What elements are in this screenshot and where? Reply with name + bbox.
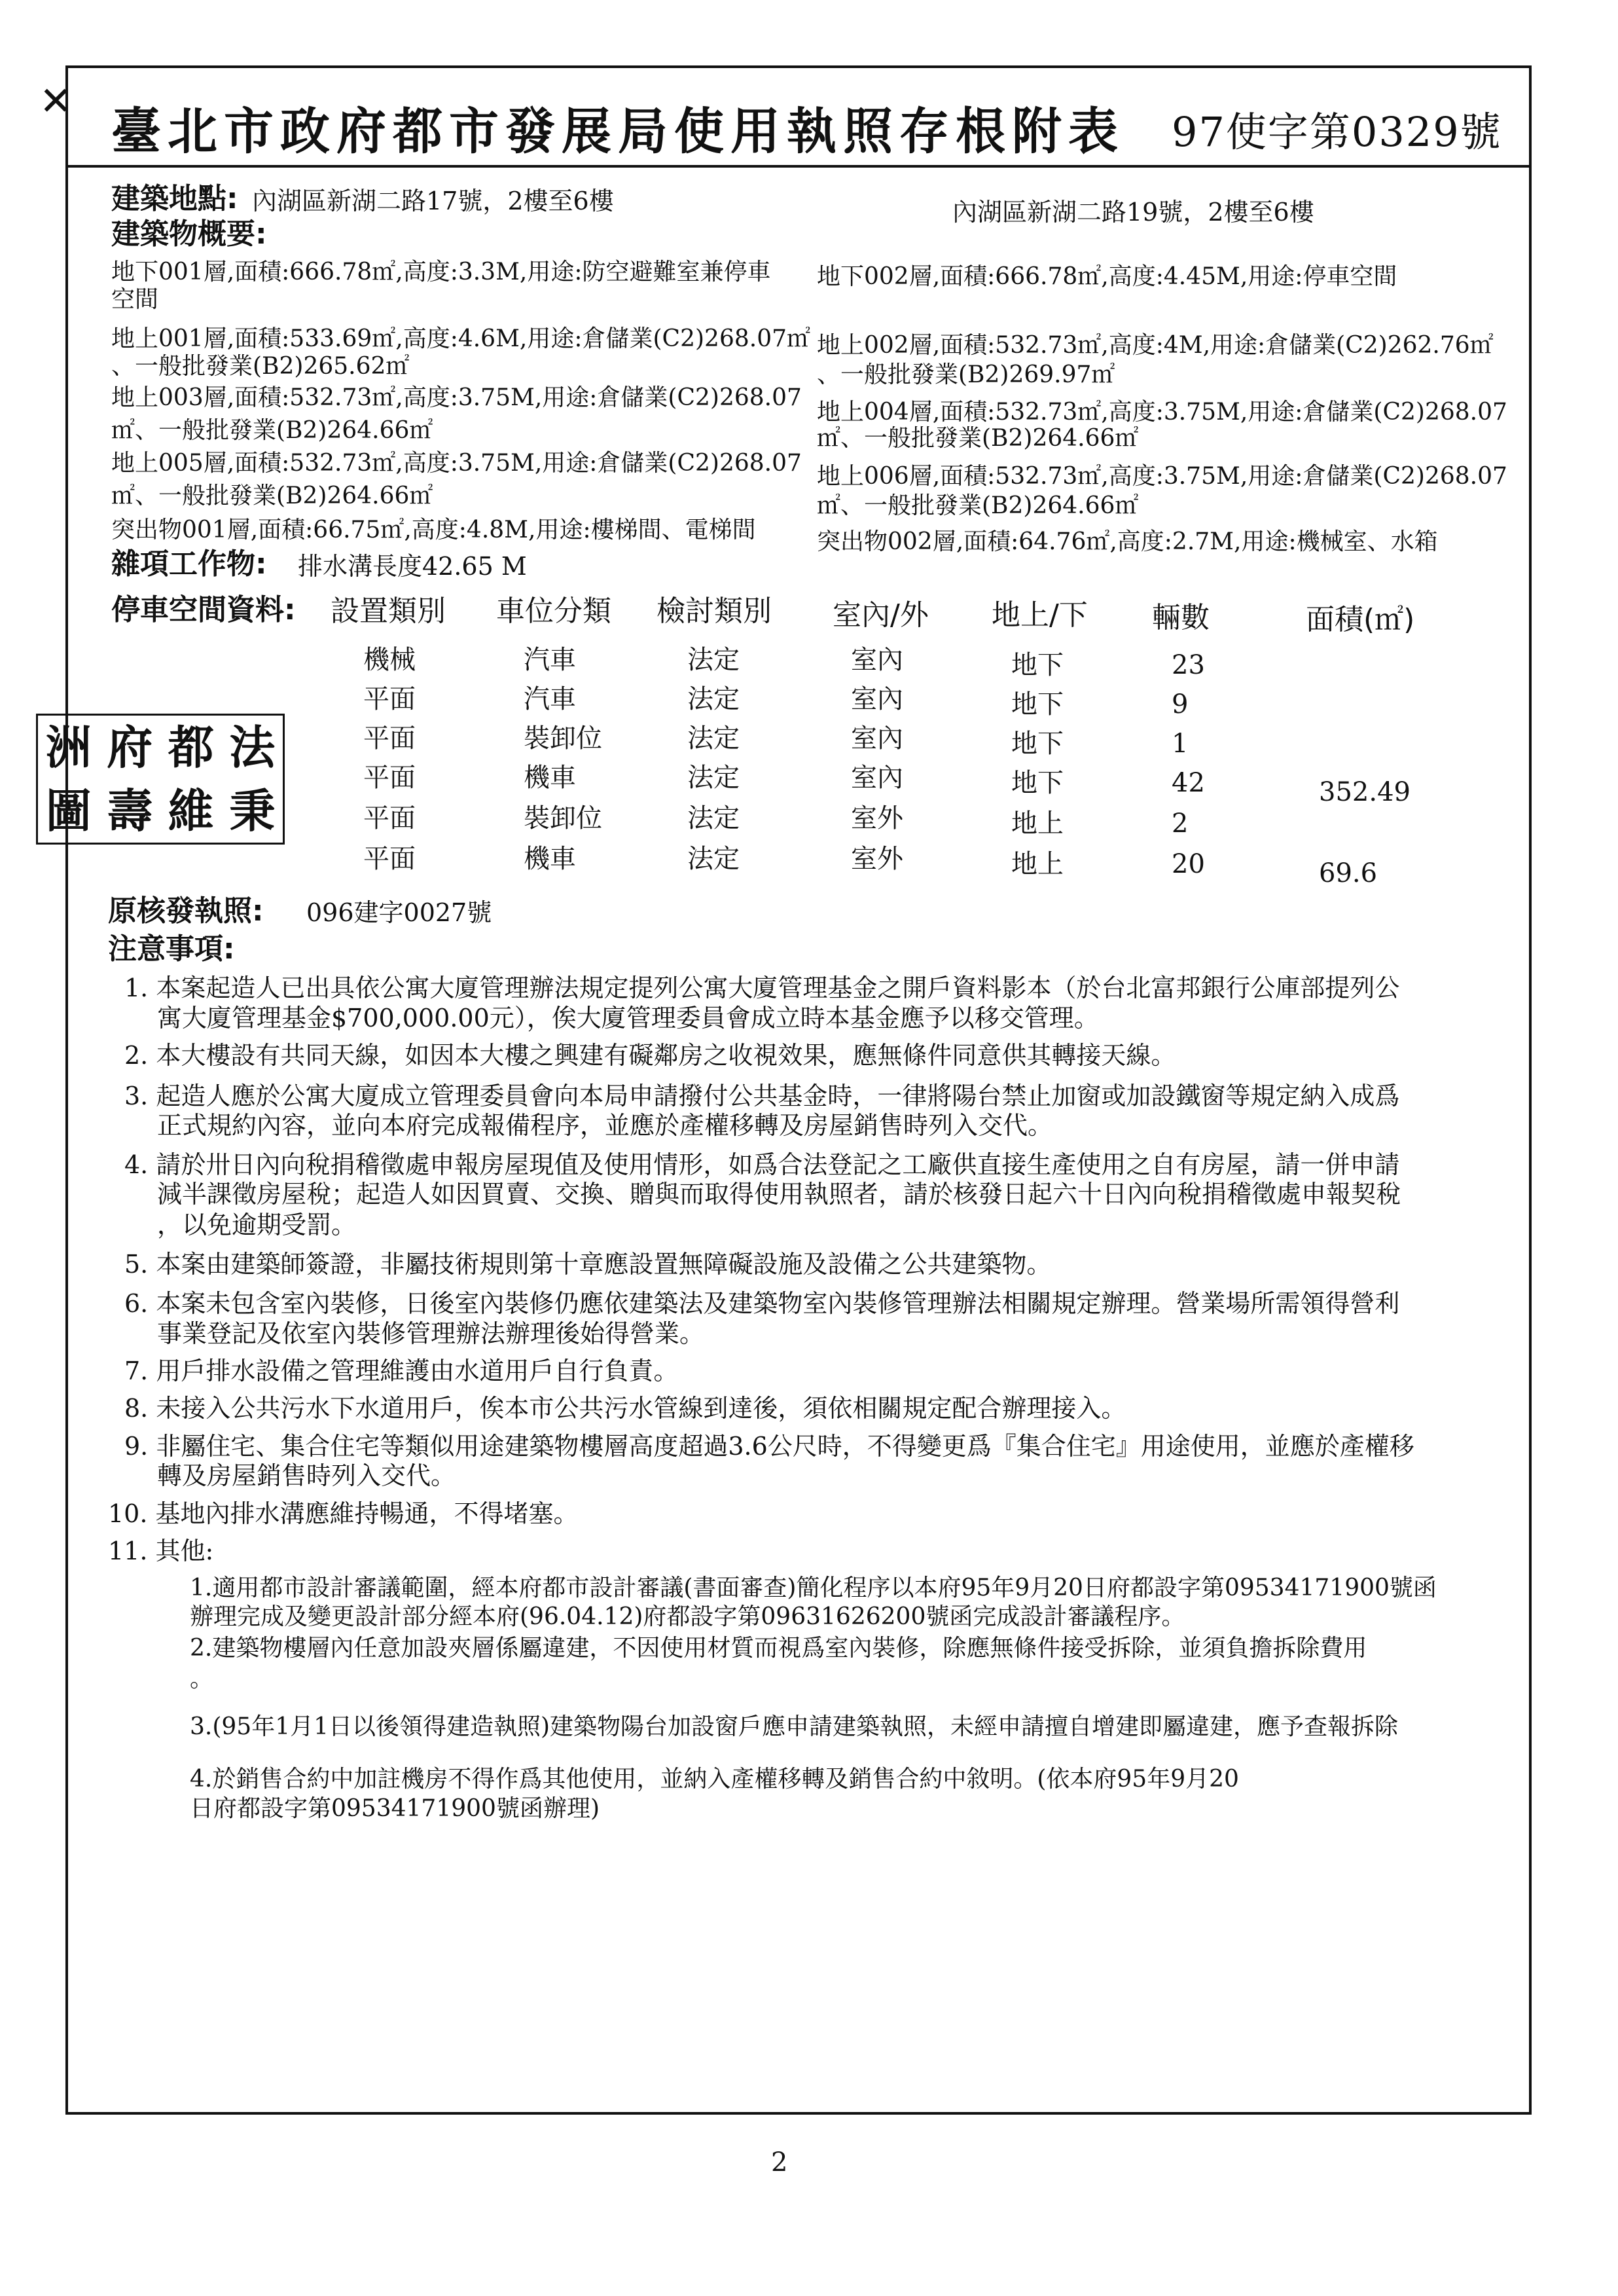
note-line: 日府都設字第09534171900號函辦理) xyxy=(190,1795,600,1822)
parking-cell: 平面 xyxy=(363,803,416,833)
original-permit-label: 原核發執照: xyxy=(108,894,264,928)
note-line: 正式規約內容，並向本府完成報備程序，並應於產權移轉及房屋銷售時列入交代。 xyxy=(157,1111,1053,1140)
parking-cell: 室內 xyxy=(851,684,903,714)
page-number: 2 xyxy=(771,2147,788,2178)
parking-header: 地上/下 xyxy=(992,598,1088,632)
parking-header: 輛數 xyxy=(1152,601,1210,634)
parking-cell: 平面 xyxy=(363,844,416,874)
overview-line: ㎡、一般批發業(B2)264.66㎡ xyxy=(111,417,433,444)
parking-cell: 汽車 xyxy=(524,645,576,675)
parking-cell: 地下 xyxy=(1011,768,1064,798)
parking-cell: 裝卸位 xyxy=(524,803,602,833)
note-line: 6. 本案未包含室內裝修，日後室內裝修仍應依建築法及建築物室內裝修管理辦法相關規定辦理。營業場所需領得營利 xyxy=(124,1289,1400,1318)
location-label: 建築地點: xyxy=(111,182,238,215)
official-seal-stamp: 洲 府 都 法 圖 壽 維 秉 xyxy=(36,714,285,845)
parking-cell: 2 xyxy=(1172,809,1189,839)
parking-header: 面積(㎡) xyxy=(1306,603,1415,636)
overview-line: 地上003層,面積:532.73㎡,高度:3.75M,用途:倉儲業(C2)268.07 xyxy=(111,384,802,411)
overview-line: 、一般批發業(B2)265.62㎡ xyxy=(111,353,410,380)
parking-header: 室內/外 xyxy=(833,598,929,632)
note-line: 2.建築物樓層內任意加設夾層係屬違建，不因使用材質而視爲室內裝修，除應無條件接受拆除，並須負擔拆除費用 xyxy=(190,1635,1367,1662)
parking-cell: 室內 xyxy=(851,763,903,793)
parking-cell: 352.49 xyxy=(1319,777,1411,807)
parking-cell: 地下 xyxy=(1011,689,1064,720)
overview-right-line: 地下002層,面積:666.78㎡,高度:4.45M,用途:停車空間 xyxy=(817,263,1397,290)
overview-right-line: 地上002層,面積:532.73㎡,高度:4M,用途:倉儲業(C2)262.76㎡ xyxy=(817,332,1494,359)
parking-cell: 法定 xyxy=(687,645,740,675)
original-permit-value: 096建字0027號 xyxy=(306,898,492,927)
note-line: 5. 本案由建築師簽證，非屬技術規則第十章應設置無障礙設施及設備之公共建築物。 xyxy=(124,1250,1052,1279)
page-title: 臺北市政府都市發展局使用執照存根附表 xyxy=(111,102,1124,160)
parking-cell: 法定 xyxy=(687,844,740,874)
parking-cell: 地上 xyxy=(1011,809,1064,839)
parking-cell: 9 xyxy=(1172,689,1189,720)
parking-label: 停車空間資料: xyxy=(111,593,296,627)
overview-right-line: 突出物002層,面積:64.76㎡,高度:2.7M,用途:機械室、水箱 xyxy=(817,528,1438,555)
overview-right-line: ㎡、一般批發業(B2)264.66㎡ xyxy=(817,425,1139,452)
parking-cell: 室內 xyxy=(851,723,903,754)
scan-mark-icon: ✕ xyxy=(39,79,73,124)
note-line: 2. 本大樓設有共同天線，如因本大樓之興建有礙鄰房之收視效果，應無條件同意供其轉接天線。 xyxy=(124,1041,1176,1070)
note-line: 11. 其他: xyxy=(108,1537,214,1565)
misc-value: 排水溝長度42.65 M xyxy=(298,552,527,581)
misc-label: 雜項工作物: xyxy=(111,547,267,581)
overview-line: 突出物001層,面積:66.75㎡,高度:4.8M,用途:樓梯間、電梯間 xyxy=(111,517,756,543)
note-line: 1. 本案起造人已出具依公寓大廈管理辦法規定提列公寓大廈管理基金之開戶資料影本（於台北富邦銀行公庫部提列公 xyxy=(124,974,1400,1002)
parking-cell: 平面 xyxy=(363,684,416,714)
note-line: 3. 起造人應於公寓大廈成立管理委員會向本局申請撥付公共基金時，一律將陽台禁止加窗或加設鐵窗等規定納入成爲 xyxy=(124,1082,1400,1110)
note-line: 3.(95年1月1日以後領得建造執照)建築物陽台加設窗戶應申請建築執照，未經申請擅自增建即屬違建，應予查報拆除 xyxy=(190,1713,1399,1740)
overview-right-line: 地上006層,面積:532.73㎡,高度:3.75M,用途:倉儲業(C2)268.07 xyxy=(817,463,1507,490)
parking-cell: 室內 xyxy=(851,645,903,675)
parking-cell: 法定 xyxy=(687,723,740,754)
parking-cell: 平面 xyxy=(363,763,416,793)
header-divider xyxy=(65,165,1532,168)
parking-cell: 地下 xyxy=(1011,729,1064,759)
overview-right-line: 地上004層,面積:532.73㎡,高度:3.75M,用途:倉儲業(C2)268.07 xyxy=(817,399,1507,426)
parking-header: 檢討類別 xyxy=(656,594,772,628)
parking-cell: 機械 xyxy=(363,645,416,675)
overview-right-line: 、一般批發業(B2)269.97㎡ xyxy=(817,361,1115,388)
parking-cell: 地上 xyxy=(1011,849,1064,879)
parking-cell: 平面 xyxy=(363,723,416,754)
note-line: 10. 基地內排水溝應維持暢通，不得堵塞。 xyxy=(108,1499,579,1528)
note-line: 寓大廈管理基金$700,000.00元），俟大廈管理委員會成立時本基金應予以移交管理。 xyxy=(157,1004,1099,1032)
parking-cell: 法定 xyxy=(687,803,740,833)
parking-header: 車位分類 xyxy=(496,594,611,628)
note-line: 事業登記及依室內裝修管理辦法辦理後始得營業。 xyxy=(157,1319,705,1348)
parking-cell: 法定 xyxy=(687,684,740,714)
note-line: 減半課徵房屋稅；起造人如因買賣、交換、贈與而取得使用執照者，請於核發日起六十日內向稅捐稽徵處申報契稅 xyxy=(157,1180,1401,1209)
note-line: 8. 未接入公共污水下水道用戶，俟本市公共污水管線到達後，須依相關規定配合辦理接入。 xyxy=(124,1394,1126,1423)
overview-line: ㎡、一般批發業(B2)264.66㎡ xyxy=(111,483,433,509)
parking-cell: 機車 xyxy=(524,763,576,793)
parking-cell: 室外 xyxy=(851,803,903,833)
overview-line: 地下001層,面積:666.78㎡,高度:3.3M,用途:防空避難室兼停車 xyxy=(111,259,771,285)
parking-cell: 室外 xyxy=(851,844,903,874)
note-line: 7. 用戶排水設備之管理維護由水道用戶自行負責。 xyxy=(124,1357,679,1385)
parking-cell: 裝卸位 xyxy=(524,723,602,754)
note-line: 。 xyxy=(190,1666,214,1692)
document-number: 97使字第0329號 xyxy=(1172,108,1502,156)
parking-cell: 地下 xyxy=(1011,650,1064,680)
parking-cell: 機車 xyxy=(524,844,576,874)
note-line: 轉及房屋銷售時列入交代。 xyxy=(157,1461,456,1490)
parking-cell: 69.6 xyxy=(1319,858,1378,888)
note-line: 9. 非屬住宅、集合住宅等類似用途建築物樓層高度超過3.6公尺時，不得變更爲『集合住宅』用途使用，並應於產權移 xyxy=(124,1432,1414,1461)
overview-line: 地上001層,面積:533.69㎡,高度:4.6M,用途:倉儲業(C2)268.07㎡ xyxy=(111,325,811,352)
parking-cell: 23 xyxy=(1172,650,1205,680)
note-line: 1.適用都市設計審議範圍，經本府都市設計審議(書面審查)簡化程序以本府95年9月20日府都設字第09534171900號函 xyxy=(190,1575,1437,1601)
overview-label: 建築物概要: xyxy=(111,217,267,251)
parking-cell: 法定 xyxy=(687,763,740,793)
parking-header: 設置類別 xyxy=(331,594,446,628)
location-value-2: 內湖區新湖二路19號，2樓至6樓 xyxy=(952,198,1314,227)
overview-line: 地上005層,面積:532.73㎡,高度:3.75M,用途:倉儲業(C2)268.07 xyxy=(111,450,802,477)
parking-cell: 1 xyxy=(1172,729,1189,759)
overview-line: 空間 xyxy=(111,286,159,313)
overview-right-line: ㎡、一般批發業(B2)264.66㎡ xyxy=(817,492,1139,519)
note-line: 4.於銷售合約中加註機房不得作爲其他使用，並納入產權移轉及銷售合約中敘明。(依本府95年9月20 xyxy=(190,1766,1239,1793)
location-value-1: 內湖區新湖二路17號，2樓至6樓 xyxy=(252,187,614,215)
parking-cell: 42 xyxy=(1172,768,1205,798)
notes-label: 注意事項: xyxy=(108,932,235,966)
parking-cell: 汽車 xyxy=(524,684,576,714)
note-line: 辦理完成及變更設計部分經本府(96.04.12)府都設字第09631626200號函完成設計審議程序。 xyxy=(190,1603,1185,1630)
note-line: 4. 請於卅日內向稅捐稽徵處申報房屋現值及使用情形，如爲合法登記之工廠供直接生產使用之自有房屋，請一併申請 xyxy=(124,1150,1400,1179)
note-line: ，以免逾期受罰。 xyxy=(157,1211,357,1239)
parking-cell: 20 xyxy=(1172,849,1205,879)
